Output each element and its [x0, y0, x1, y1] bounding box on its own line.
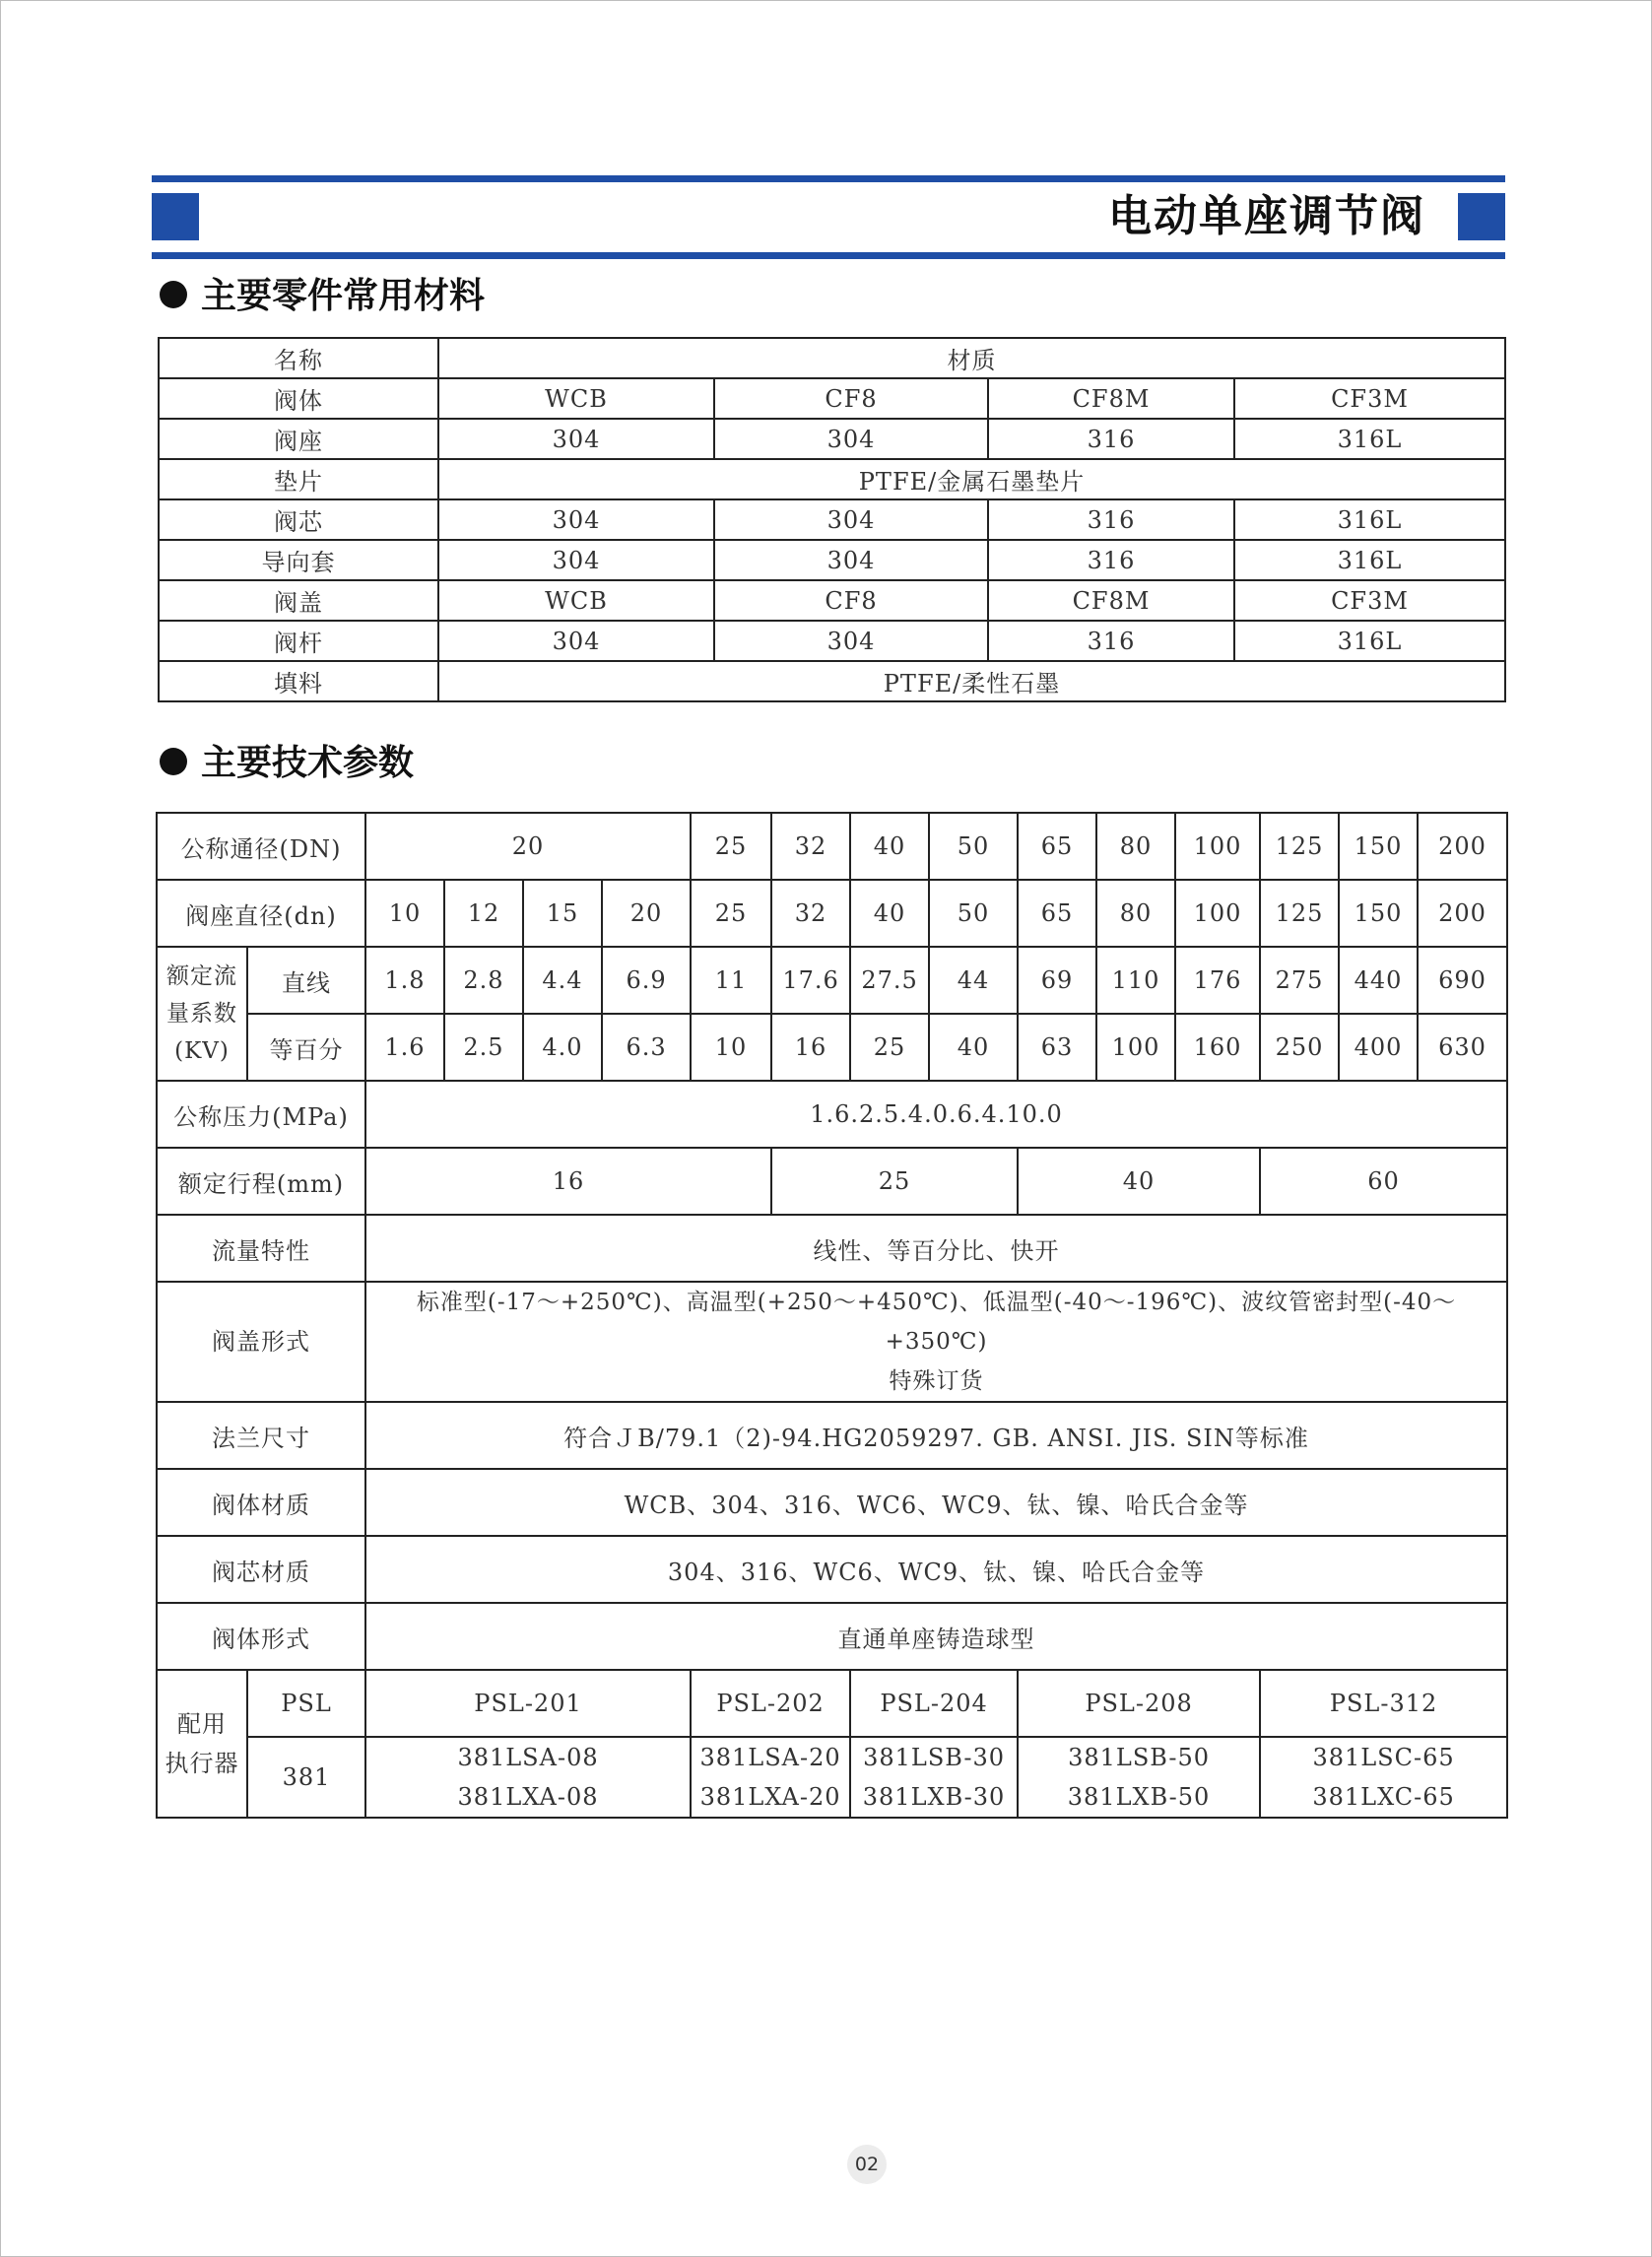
table-cell: WCB	[438, 580, 714, 621]
table-cell: WCB	[438, 378, 714, 419]
table-cell	[365, 1737, 691, 1818]
actuator-label-line: 执行器	[165, 1750, 239, 1777]
table-cell: 304	[438, 621, 714, 661]
table-cell: 200	[1418, 880, 1507, 947]
actuator-model: 381LSB-30	[863, 1744, 1005, 1771]
table-cell: 15	[523, 880, 602, 947]
actuator-model: 381LXB-30	[862, 1783, 1006, 1811]
cover-line: 标准型(-17～+250℃)、高温型(+250～+450℃)、低温型(-40～-196℃)、波纹管密封型(-40～+350℃)	[416, 1290, 1457, 1355]
bullet-icon	[160, 748, 187, 775]
table-row	[157, 813, 1507, 880]
table-row	[157, 1469, 1507, 1536]
table-cell: PSL-202	[691, 1670, 850, 1737]
table-cell: 40	[1018, 1148, 1260, 1215]
table-row	[159, 580, 1505, 621]
table-cell: PSL-312	[1260, 1670, 1507, 1737]
table-cell: 65	[1018, 813, 1096, 880]
table-cell: 80	[1096, 813, 1175, 880]
row-label: 阀座直径(dn)	[157, 880, 365, 947]
row-sublabel: 等百分	[247, 1014, 365, 1081]
table-cell: 17.6	[771, 947, 850, 1014]
kv-label-line: (KV)	[174, 1038, 230, 1064]
table-cell: 25	[771, 1148, 1018, 1215]
row-sublabel: 直线	[247, 947, 365, 1014]
table-cell: 176	[1175, 947, 1260, 1014]
actuator-model: 381LXB-50	[1067, 1783, 1211, 1811]
row-label-kv	[157, 947, 247, 1081]
table-cell: 阀芯	[159, 499, 438, 540]
actuator-model: 381LSA-08	[457, 1744, 599, 1771]
table-cell: 50	[929, 880, 1018, 947]
actuator-model: 381LXC-65	[1312, 1783, 1455, 1811]
table-cell: 200	[1418, 813, 1507, 880]
table-cell: PSL-204	[850, 1670, 1018, 1737]
table-row	[159, 621, 1505, 661]
table-cell: 44	[929, 947, 1018, 1014]
table-cell: 316L	[1234, 540, 1505, 580]
table-cell: CF3M	[1234, 378, 1505, 419]
header-rule-bottom	[152, 252, 1505, 259]
table-row	[159, 459, 1505, 499]
row-label: 阀盖形式	[157, 1282, 365, 1402]
table-cell: 27.5	[850, 947, 929, 1014]
table-cell: 40	[850, 813, 929, 880]
table-cell: 304	[438, 540, 714, 580]
table-row	[159, 540, 1505, 580]
table-cell: 304	[438, 419, 714, 459]
bullet-icon	[160, 281, 187, 308]
table-row	[157, 1148, 1507, 1215]
row-label: 阀芯材质	[157, 1536, 365, 1603]
table-cell: 304	[714, 499, 988, 540]
table-cell: 60	[1260, 1148, 1507, 1215]
table-cell: 304、316、WC6、WC9、钛、镍、哈氏合金等	[365, 1536, 1507, 1603]
table-cell	[691, 1737, 850, 1818]
cover-line: 特殊订货	[889, 1368, 984, 1394]
row-label: 阀体材质	[157, 1469, 365, 1536]
page-number: 02	[847, 2145, 887, 2184]
table-cell: 69	[1018, 947, 1096, 1014]
table-cell: 符合ＪB/79.1（2)-94.HG2059297. GB. ANSI. JIS. SIN等标准	[365, 1402, 1507, 1469]
table-cell: 阀盖	[159, 580, 438, 621]
materials-table	[158, 337, 1506, 702]
header-square-right	[1458, 193, 1505, 240]
row-label: 公称压力(MPa)	[157, 1081, 365, 1148]
table-row	[157, 1603, 1507, 1670]
table-cell: 150	[1339, 880, 1418, 947]
table-cell: 阀体	[159, 378, 438, 419]
table-cell: 4.0	[523, 1014, 602, 1081]
table-cell: 304	[714, 621, 988, 661]
table-cell: 275	[1260, 947, 1339, 1014]
table-row	[159, 499, 1505, 540]
table-cell: 125	[1260, 880, 1339, 947]
table-row	[157, 1670, 1507, 1737]
header-square-left	[152, 193, 199, 240]
kv-label-line: 量系数	[166, 1001, 237, 1027]
table-row	[159, 338, 1505, 378]
section-title-tech	[160, 739, 414, 788]
table-cell: 316L	[1234, 499, 1505, 540]
table-cell: 316	[988, 419, 1234, 459]
table-cell: 填料	[159, 661, 438, 701]
table-cell: 316L	[1234, 419, 1505, 459]
row-label-actuator	[157, 1670, 247, 1818]
actuator-model: 381LSC-65	[1312, 1744, 1455, 1771]
table-cell	[1260, 1737, 1507, 1818]
table-cell: 2.5	[444, 1014, 523, 1081]
table-cell: CF8	[714, 580, 988, 621]
actuator-model: 381LXA-08	[457, 1783, 599, 1811]
table-cell: 110	[1096, 947, 1175, 1014]
table-cell: 名称	[159, 338, 438, 378]
table-cell: 垫片	[159, 459, 438, 499]
table-cell: PSL-201	[365, 1670, 691, 1737]
table-cell: 250	[1260, 1014, 1339, 1081]
table-cell: 12	[444, 880, 523, 947]
table-cell: 25	[691, 813, 771, 880]
row-label: 额定行程(mm)	[157, 1148, 365, 1215]
table-cell: 32	[771, 813, 850, 880]
table-row	[157, 1536, 1507, 1603]
table-row	[159, 661, 1505, 701]
table-cell: 65	[1018, 880, 1096, 947]
table-cell: 304	[714, 540, 988, 580]
table-cell: 316	[988, 499, 1234, 540]
table-cell: PSL-208	[1018, 1670, 1260, 1737]
table-row	[157, 1282, 1507, 1402]
section-title-text: 主要零件常用材料	[201, 276, 486, 316]
table-cell: 10	[691, 1014, 771, 1081]
table-cell: 80	[1096, 880, 1175, 947]
actuator-label-line: 配用	[177, 1710, 227, 1738]
table-cell: PTFE/金属石墨垫片	[438, 459, 1505, 499]
table-cell: 160	[1175, 1014, 1260, 1081]
table-cell: 1.6	[365, 1014, 444, 1081]
page-title: 电动单座调节阀	[1108, 191, 1425, 241]
row-label: 法兰尺寸	[157, 1402, 365, 1469]
table-row	[157, 1215, 1507, 1282]
table-cell: CF8M	[988, 580, 1234, 621]
table-cell: 阀座	[159, 419, 438, 459]
row-sublabel: PSL	[247, 1670, 365, 1737]
table-cell: 50	[929, 813, 1018, 880]
table-cell: 316	[988, 621, 1234, 661]
table-cell: 150	[1339, 813, 1418, 880]
table-cell: 400	[1339, 1014, 1418, 1081]
table-row	[157, 1081, 1507, 1148]
table-cell: 1.8	[365, 947, 444, 1014]
row-label: 阀体形式	[157, 1603, 365, 1670]
table-cell: 32	[771, 880, 850, 947]
table-cell: 导向套	[159, 540, 438, 580]
table-cell: 6.9	[602, 947, 691, 1014]
table-cell: 20	[602, 880, 691, 947]
table-row	[157, 1737, 1507, 1818]
table-cell: 11	[691, 947, 771, 1014]
row-label: 公称通径(DN)	[157, 813, 365, 880]
table-cell: 20	[365, 813, 691, 880]
row-sublabel: 381	[247, 1737, 365, 1818]
table-cell: 1.6.2.5.4.0.6.4.10.0	[365, 1081, 1507, 1148]
table-cell: 4.4	[523, 947, 602, 1014]
kv-label-line: 额定流	[166, 963, 237, 989]
table-cell: 25	[691, 880, 771, 947]
table-cell: 440	[1339, 947, 1418, 1014]
table-cell	[850, 1737, 1018, 1818]
table-cell: 10	[365, 880, 444, 947]
table-cell: 6.3	[602, 1014, 691, 1081]
table-cell: 16	[365, 1148, 771, 1215]
table-cell: WCB、304、316、WC6、WC9、钛、镍、哈氏合金等	[365, 1469, 1507, 1536]
table-cell: 材质	[438, 338, 1505, 378]
table-cell: CF3M	[1234, 580, 1505, 621]
table-cell: 16	[771, 1014, 850, 1081]
table-cell: 100	[1096, 1014, 1175, 1081]
table-cell: 304	[714, 419, 988, 459]
section-title-text: 主要技术参数	[201, 743, 415, 783]
table-cell: 316	[988, 540, 1234, 580]
row-label: 流量特性	[157, 1215, 365, 1282]
table-cell: 2.8	[444, 947, 523, 1014]
table-cell: 304	[438, 499, 714, 540]
tech-params-table	[156, 812, 1508, 1819]
section-title-materials	[160, 272, 485, 321]
table-cell	[1018, 1737, 1260, 1818]
table-row	[157, 1402, 1507, 1469]
table-cell: 316L	[1234, 621, 1505, 661]
table-cell: 40	[850, 880, 929, 947]
table-row	[157, 1014, 1507, 1081]
table-cell: 100	[1175, 880, 1260, 947]
table-cell: 40	[929, 1014, 1018, 1081]
table-row	[159, 378, 1505, 419]
table-cell	[365, 1282, 1507, 1402]
actuator-model: 381LSB-50	[1068, 1744, 1210, 1771]
table-cell: 125	[1260, 813, 1339, 880]
table-row	[159, 419, 1505, 459]
actuator-model: 381LXA-20	[699, 1783, 841, 1811]
table-cell: 线性、等百分比、快开	[365, 1215, 1507, 1282]
table-cell: 阀杆	[159, 621, 438, 661]
table-cell: 690	[1418, 947, 1507, 1014]
table-cell: 直通单座铸造球型	[365, 1603, 1507, 1670]
header-rule-top	[152, 175, 1505, 182]
table-row	[157, 947, 1507, 1014]
table-cell: PTFE/柔性石墨	[438, 661, 1505, 701]
table-row	[157, 880, 1507, 947]
table-cell: 63	[1018, 1014, 1096, 1081]
actuator-model: 381LSA-20	[699, 1744, 841, 1771]
table-cell: 630	[1418, 1014, 1507, 1081]
table-cell: 100	[1175, 813, 1260, 880]
table-cell: CF8M	[988, 378, 1234, 419]
table-cell: CF8	[714, 378, 988, 419]
table-cell: 25	[850, 1014, 929, 1081]
